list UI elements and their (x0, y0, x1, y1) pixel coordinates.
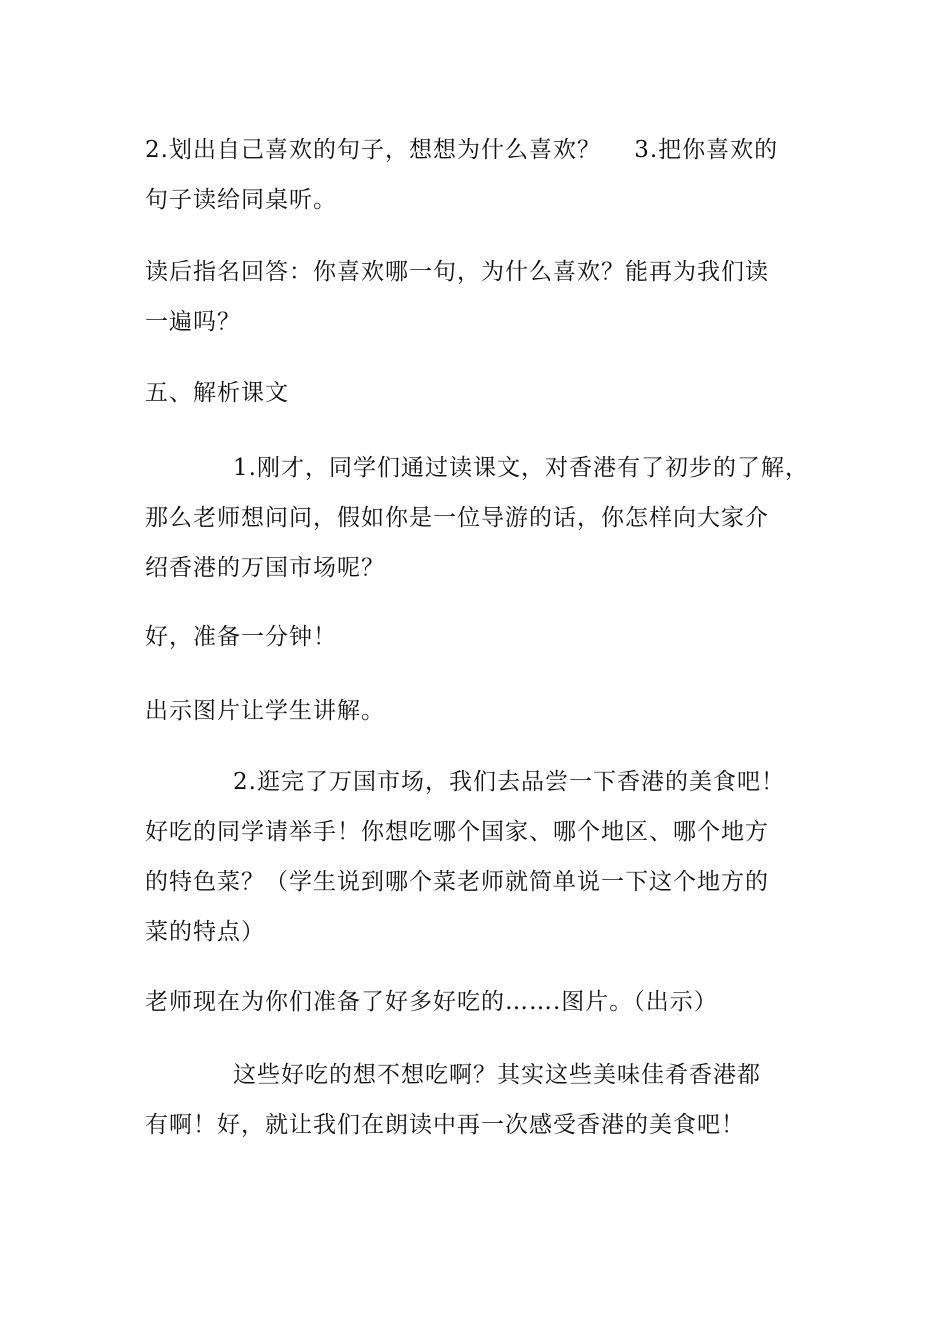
text-line: 菜的特点） (145, 919, 265, 945)
text-line: 一遍吗？ (145, 309, 241, 335)
paragraph-food-question (145, 757, 810, 957)
paragraph-teacher-prepared (145, 977, 810, 1027)
text-line: 出示图片让学生讲解。 (145, 698, 385, 724)
text-line: 好，准备一分钟！ (145, 624, 337, 650)
text-line: 绍香港的万国市场呢？ (145, 555, 385, 581)
paragraph-reading-questions (145, 247, 810, 347)
text-line: 2.逛完了万国市场，我们去品尝一下香港的美食吧！ (233, 769, 785, 795)
text-line: 2.划出自己喜欢的句子，想想为什么喜欢？ 3.把你喜欢的 (145, 137, 779, 163)
section-heading (145, 368, 810, 418)
text-line: 这些好吃的想不想吃啊？其实这些美味佳肴香港都 (233, 1062, 761, 1088)
text-line: 的特色菜？（学生说到哪个菜老师就简单说一下这个地方的 (145, 869, 769, 895)
text-line: 那么老师想问问，假如你是一位导游的话，你怎样向大家介 (145, 505, 769, 531)
text-line: 句子读给同桌听。 (145, 187, 337, 213)
text-line: 好吃的同学请举手！你想吃哪个国家、哪个地区、哪个地方 (145, 819, 769, 845)
paragraph-show-pictures (145, 686, 810, 736)
text-line: 老师现在为你们准备了好多好吃的…….图片。（出示） (145, 989, 718, 1015)
paragraph-read-aloud (145, 1050, 810, 1150)
heading-text: 五、解析课文 (145, 380, 289, 406)
text-line: 有啊！好，就让我们在朗读中再一次感受香港的美食吧！ (145, 1112, 745, 1138)
paragraph-market-question (145, 443, 810, 593)
text-line: 1.刚才，同学们通过读课文，对香港有了初步的了解， (233, 455, 809, 481)
paragraph-prepare (145, 612, 810, 662)
paragraph-activity-steps (145, 125, 810, 225)
text-line: 读后指名回答：你喜欢哪一句，为什么喜欢？能再为我们读 (145, 259, 769, 285)
